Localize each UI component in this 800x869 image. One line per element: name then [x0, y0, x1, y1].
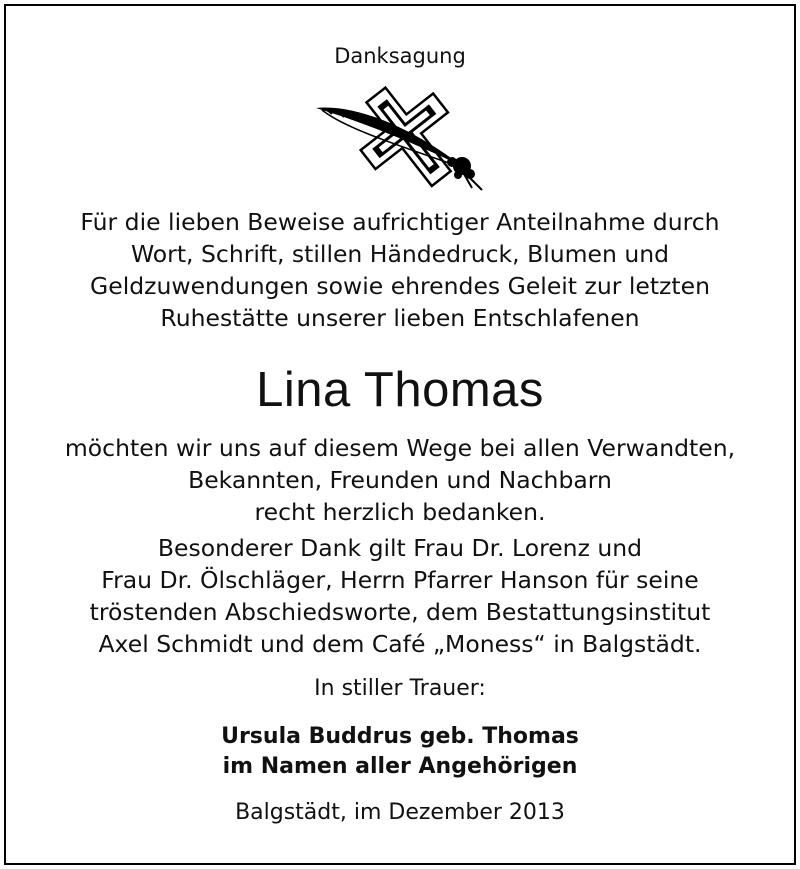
- place-and-date: Balgstädt, im Dezember 2013: [235, 800, 565, 825]
- text-line: Für die lieben Beweise aufrichtiger Anteilnahme durch: [80, 208, 720, 236]
- thanks-paragraph: [0, 206, 800, 334]
- text-line: möchten wir uns auf diesem Wege bei allen Verwandten,: [64, 434, 736, 462]
- cross-with-palm-branch-icon: [312, 78, 496, 196]
- notice-heading: Danksagung: [334, 44, 466, 68]
- mourning-line: In stiller Trauer:: [314, 676, 486, 701]
- text-line: recht herzlich bedanken.: [254, 498, 546, 526]
- text-line: Ruhestätte unserer lieben Entschlafenen: [160, 304, 640, 332]
- gratitude-paragraph: [0, 432, 800, 528]
- deceased-name: Lina Thomas: [256, 363, 544, 417]
- text-line: tröstenden Abschiedsworte, dem Bestattungsinstitut: [89, 598, 711, 626]
- signer-name: Ursula Buddrus geb. Thomas: [221, 724, 579, 749]
- text-line: Geldzuwendungen sowie ehrendes Geleit zur letzten: [90, 272, 710, 300]
- signer-note: im Namen aller Angehörigen: [222, 754, 578, 779]
- text-line: Axel Schmidt und dem Café „Moness“ in Balgstädt.: [98, 630, 702, 658]
- text-line: Bekannten, Freunden und Nachbarn: [188, 466, 612, 494]
- text-line: Wort, Schrift, stillen Händedruck, Blumen und: [130, 240, 670, 268]
- text-line: Besonderer Dank gilt Frau Dr. Lorenz und: [157, 534, 643, 562]
- signers-block: [0, 722, 800, 782]
- special-thanks-paragraph: [0, 532, 800, 660]
- text-line: Frau Dr. Ölschläger, Herrn Pfarrer Hanson für seine: [101, 566, 699, 594]
